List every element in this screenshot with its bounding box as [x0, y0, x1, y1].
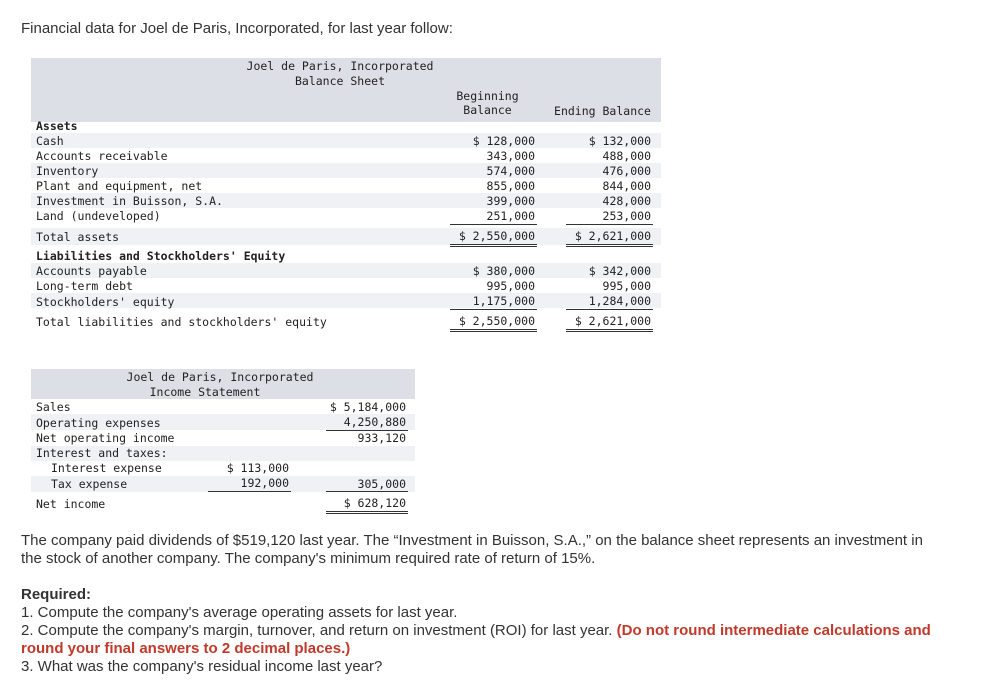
- liability-begin: $ 380,000: [472, 264, 535, 278]
- liability-end: 1,284,000: [588, 294, 651, 308]
- question-2-text: 2. Compute the company's margin, turnover, and return on investment (ROI) for last year.: [21, 622, 613, 639]
- asset-label: Accounts receivable: [36, 149, 168, 163]
- asset-label: Inventory: [36, 164, 99, 178]
- assets-header: Assets: [36, 119, 78, 133]
- interest-value: $ 113,000: [226, 461, 289, 475]
- interest-label: Interest expense: [51, 461, 162, 475]
- opex-value: 4,250,880: [343, 415, 406, 429]
- liability-end: 995,000: [602, 279, 651, 293]
- tax-label: Tax expense: [51, 477, 128, 491]
- opex-label: Operating expenses: [36, 416, 161, 430]
- sales-label: Sales: [36, 400, 71, 414]
- asset-label: Plant and equipment, net: [36, 179, 203, 193]
- is-title: Income Statement: [149, 385, 261, 399]
- liability-end: $ 342,000: [588, 264, 651, 278]
- noi-value: 933,120: [357, 431, 406, 445]
- description-line-2: the stock of another company. The company's minimum required rate of return of 15%.: [21, 550, 596, 567]
- liability-begin: 995,000: [486, 279, 535, 293]
- asset-label: Cash: [36, 134, 64, 148]
- liability-label: Long-term debt: [36, 279, 133, 293]
- liability-label: Accounts payable: [36, 264, 147, 278]
- net-income-label: Net income: [36, 497, 106, 511]
- question-2-note-cont: round your final answers to 2 decimal places.): [21, 640, 351, 657]
- total-rule: [566, 246, 653, 247]
- total-liab-begin: $ 2,550,000: [458, 314, 535, 328]
- total-rule: [450, 331, 537, 332]
- asset-end: 476,000: [602, 164, 651, 178]
- question-2: [21, 622, 931, 640]
- subtotal-rule: [450, 224, 537, 225]
- asset-end: 488,000: [602, 149, 651, 163]
- bs-title: Balance Sheet: [294, 74, 385, 88]
- subtotal-rule: [566, 224, 653, 225]
- total-liab-label: Total liabilities and stockholders' equity: [36, 315, 327, 329]
- bs-col-begin-2: Balance: [463, 103, 512, 117]
- subtotal-rule: [208, 491, 291, 492]
- sales-value: $ 5,184,000: [329, 400, 406, 414]
- total-rule: [326, 513, 408, 514]
- asset-label: Investment in Buisson, S.A.: [36, 194, 223, 208]
- asset-begin: $ 128,000: [472, 134, 535, 148]
- total-assets-label: Total assets: [36, 230, 120, 244]
- asset-begin: 399,000: [486, 194, 535, 208]
- asset-begin: 251,000: [486, 209, 535, 223]
- asset-begin: 855,000: [486, 179, 535, 193]
- total-liab-end: $ 2,621,000: [574, 314, 651, 328]
- total-rule: [326, 511, 408, 512]
- bs-company: Joel de Paris, Incorporated: [246, 59, 434, 73]
- bs-col-begin-1: Beginning: [456, 89, 519, 103]
- asset-end: 428,000: [602, 194, 651, 208]
- asset-end: 253,000: [602, 209, 651, 223]
- required-heading: Required:: [21, 586, 92, 603]
- liabilities-header: Liabilities and Stockholders' Equity: [36, 249, 286, 263]
- asset-begin: 574,000: [486, 164, 535, 178]
- liability-begin: 1,175,000: [472, 294, 535, 308]
- net-income-value: $ 628,120: [343, 496, 406, 510]
- asset-end: 844,000: [602, 179, 651, 193]
- total-rule: [450, 329, 537, 330]
- int-tax-label: Interest and taxes:: [36, 446, 168, 460]
- total-rule: [566, 331, 653, 332]
- tax-value: 192,000: [240, 476, 289, 490]
- subtotal-rule: [566, 309, 653, 310]
- is-company: Joel de Paris, Incorporated: [126, 370, 314, 384]
- intro-text: Financial data for Joel de Paris, Incorporated, for last year follow:: [21, 20, 453, 37]
- asset-end: $ 132,000: [588, 134, 651, 148]
- subtotal-rule: [450, 309, 537, 310]
- int-tax-total: 305,000: [357, 477, 406, 491]
- total-assets-end: $ 2,621,000: [574, 229, 651, 243]
- question-1: 1. Compute the company's average operating assets for last year.: [21, 604, 458, 621]
- question-2-note: (Do not round intermediate calculations and: [616, 622, 931, 639]
- total-rule: [450, 246, 537, 247]
- bs-col-end: Ending Balance: [554, 104, 651, 118]
- liability-label: Stockholders' equity: [36, 295, 175, 309]
- total-rule: [566, 244, 653, 245]
- description-line-1: The company paid dividends of $519,120 last year. The “Investment in Buisson, S.A.,” on the balance sheet represents an investment in: [21, 532, 923, 549]
- noi-label: Net operating income: [36, 431, 175, 445]
- total-assets-begin: $ 2,550,000: [458, 229, 535, 243]
- total-rule: [566, 329, 653, 330]
- question-3: 3. What was the company's residual income last year?: [21, 658, 383, 675]
- asset-begin: 343,000: [486, 149, 535, 163]
- subtotal-rule: [326, 491, 408, 492]
- total-rule: [450, 244, 537, 245]
- asset-label: Land (undeveloped): [36, 209, 161, 223]
